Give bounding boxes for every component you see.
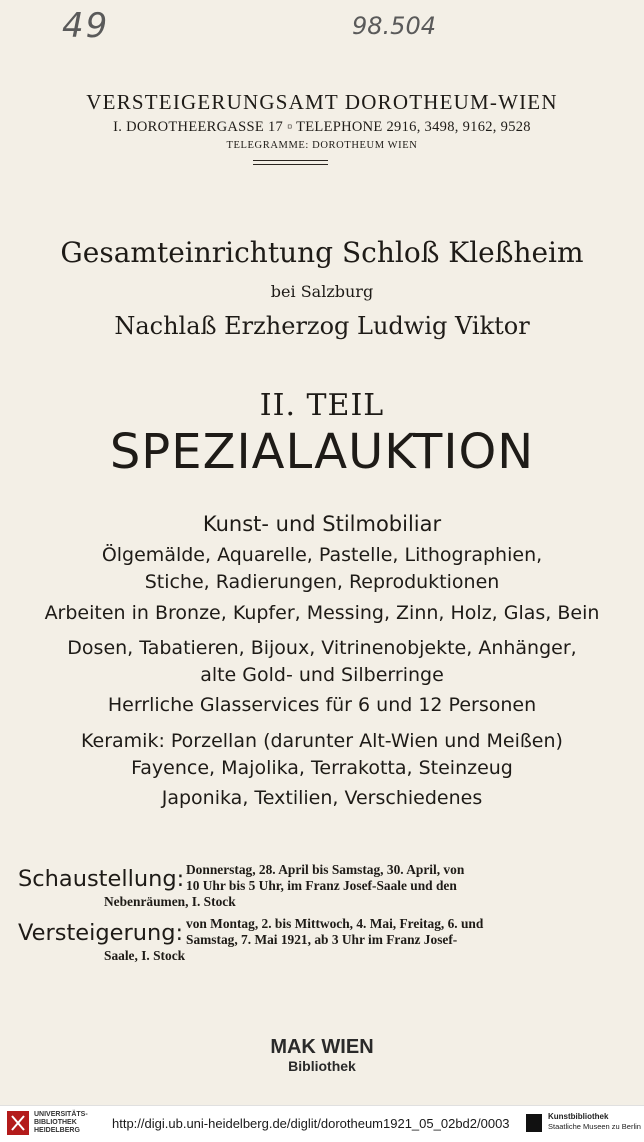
kunstbibliothek-logo-text: Kunstbibliothek Staatliche Museen zu Berlin xyxy=(548,1112,641,1131)
content-line: Japonika, Textilien, Verschiedenes xyxy=(161,787,483,809)
library-stamp: MAK WIEN xyxy=(270,1036,374,1058)
university-logo-text: UNIVERSITÄTS- BIBLIOTHEK HEIDELBERG xyxy=(34,1111,88,1134)
institution-address: I. DOROTHEERGASSE 17 ▫ TELEPHONE 2916, 3498, 9162, 9528 xyxy=(113,119,531,135)
part-label: II. TEIL xyxy=(259,388,385,423)
content-line: Fayence, Majolika, Terrakotta, Steinzeug xyxy=(131,757,513,779)
content-line: Ölgemälde, Aquarelle, Pastelle, Lithographien, xyxy=(101,544,543,566)
permalink-url[interactable]: http://digi.ub.uni-heidelberg.de/diglit/dorotheum1921_05_02bd2/0003 xyxy=(112,1116,510,1131)
university-seal-icon xyxy=(6,1110,30,1136)
auction-line: Samstag, 7. Mai 1921, ab 3 Uhr im Franz Josef- xyxy=(186,932,458,947)
exhibition-line: 10 Uhr bis 5 Uhr, im Franz Josef-Saale und den xyxy=(186,878,457,893)
content-line: Dosen, Tabatieren, Bijoux, Vitrinenobjekte, Anhänger, xyxy=(67,637,577,659)
auction-heading: SPEZIALAUKTION xyxy=(109,424,535,480)
content-line: alte Gold- und Silberringe xyxy=(200,664,444,686)
telegram-address: TELEGRAMME: DOROTHEUM WIEN xyxy=(226,140,418,151)
exhibition-line: Donnerstag, 28. April bis Samstag, 30. April, von xyxy=(186,862,465,877)
content-line: Kunst- und Stilmobiliar xyxy=(202,512,442,536)
auction-dates-block xyxy=(0,912,644,963)
title-estate: Nachlaß Erzherzog Ludwig Viktor xyxy=(114,312,530,340)
content-line: Stiche, Radierungen, Reproduktionen xyxy=(144,571,500,593)
exhibition-line: Nebenräumen, I. Stock xyxy=(104,894,236,909)
header-divider xyxy=(253,164,328,165)
title-location: bei Salzburg xyxy=(270,282,374,301)
title-main: Gesamteinrichtung Schloß Kleßheim xyxy=(60,236,584,269)
exhibition-label: Schaustellung: xyxy=(18,866,185,892)
handwritten-shelfmark: 98.504 xyxy=(352,12,436,40)
content-line: Herrliche Glasservices für 6 und 12 Personen xyxy=(107,694,537,716)
viewer-footer xyxy=(0,1105,644,1142)
content-line: Arbeiten in Bronze, Kupfer, Messing, Zinn, Holz, Glas, Bein xyxy=(44,602,600,624)
auction-line: Saale, I. Stock xyxy=(104,948,186,963)
handwritten-number: 49 xyxy=(62,6,110,46)
kunstbibliothek-logo-icon xyxy=(526,1114,542,1132)
institution-name: VERSTEIGERUNGSAMT DOROTHEUM-WIEN xyxy=(86,90,558,114)
auction-line: von Montag, 2. bis Mittwoch, 4. Mai, Freitag, 6. und xyxy=(186,916,484,931)
library-stamp-sub: Bibliothek xyxy=(288,1058,356,1074)
content-line: Keramik: Porzellan (darunter Alt-Wien und Meißen) xyxy=(81,730,563,752)
auction-label: Versteigerung: xyxy=(18,920,184,946)
exhibition-block xyxy=(0,858,644,909)
header-divider xyxy=(253,160,328,161)
